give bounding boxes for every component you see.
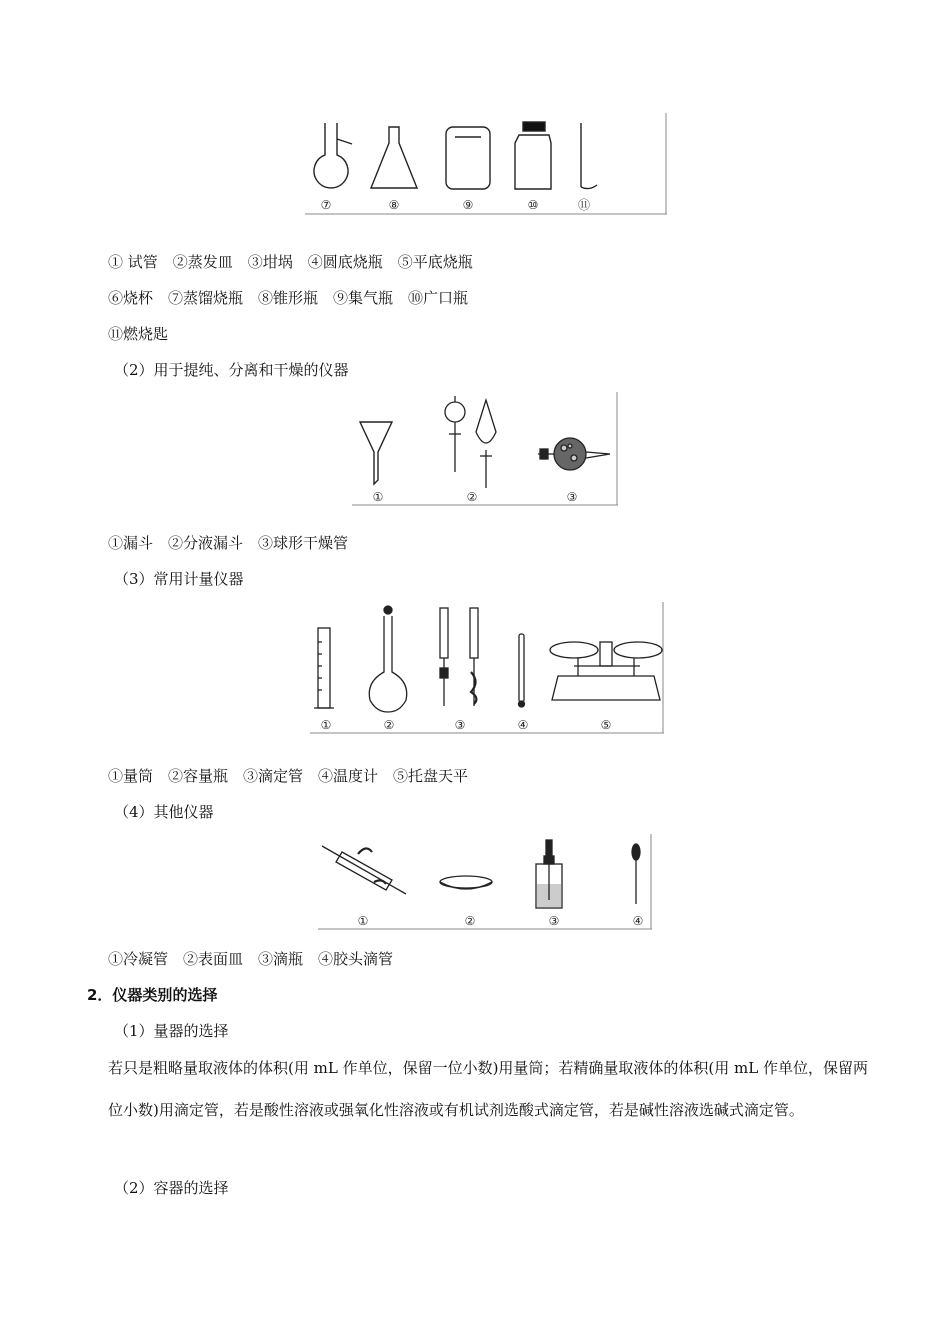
fig1-label-11: ⑪ xyxy=(577,198,591,212)
dropper-icon xyxy=(632,844,640,904)
graduated-cylinder-icon xyxy=(314,628,334,708)
fig2-label-2: ② xyxy=(466,490,478,504)
legend1-line1: ① 试管 ②蒸发皿 ③坩埚 ④圆底烧瓶 ⑤平底烧瓶 xyxy=(108,253,473,271)
fig4-label-2: ② xyxy=(464,914,476,928)
conical-flask-icon xyxy=(371,127,417,188)
figure-glassware-7-11 xyxy=(305,113,667,215)
fig2-label-3: ③ xyxy=(566,490,578,504)
fig4-label-1: ① xyxy=(357,914,369,928)
volumetric-flask-icon xyxy=(369,606,406,712)
deflagrating-spoon-icon xyxy=(581,123,597,189)
fig1-label-10: ⑩ xyxy=(527,198,539,212)
fig4-label-3: ③ xyxy=(548,914,560,928)
fig2-label-1: ① xyxy=(372,490,384,504)
watch-glass-icon xyxy=(440,876,492,889)
fig1-label-7: ⑦ xyxy=(320,198,332,212)
fig4-label-4: ④ xyxy=(632,914,644,928)
fig3-label-2: ② xyxy=(383,718,395,732)
legend3: ①量筒 ②容量瓶 ③滴定管 ④温度计 ⑤托盘天平 xyxy=(108,767,469,785)
distillation-flask-icon xyxy=(314,123,352,188)
fig1-label-8: ⑧ xyxy=(388,198,400,212)
legend2: ①漏斗 ②分液漏斗 ③球形干燥管 xyxy=(108,534,349,552)
burette-icon xyxy=(440,608,478,706)
thermometer-icon xyxy=(519,634,525,707)
subheading-6: （2）容器的选择 xyxy=(114,1179,229,1197)
fig3-label-1: ① xyxy=(320,718,332,732)
subheading-4: （4）其他仪器 xyxy=(114,803,214,821)
wide-mouth-bottle-icon xyxy=(515,122,551,189)
paragraph-measuring-choice: 若只是粗略量取液体的体积(用 mL 作单位，保留一位小数)用量筒；若精确量取液体的体积(用 mL 作单位，保留两位小数)用滴定管，若是酸性溶液或强氧化性溶液或有机试剂选酸式滴定管，若是碱性溶液选碱式滴定管。 xyxy=(108,1059,869,1119)
fig3-label-5: ⑤ xyxy=(600,718,612,732)
legend1-line2: ⑥烧杯 ⑦蒸馏烧瓶 ⑧锥形瓶 ⑨集气瓶 ⑩广口瓶 xyxy=(108,289,469,307)
figure-measuring-instruments xyxy=(310,602,664,734)
figure-other-instruments xyxy=(318,834,652,930)
section-2-title: 2．仪器类别的选择 xyxy=(87,986,218,1004)
fig3-label-3: ③ xyxy=(454,718,466,732)
gas-jar-icon xyxy=(446,127,490,189)
figure-separation-instruments xyxy=(352,392,618,506)
subheading-2: （2）用于提纯、分离和干燥的仪器 xyxy=(114,361,349,379)
legend1-line3: ⑪燃烧匙 xyxy=(108,325,169,343)
subheading-5: （1）量器的选择 xyxy=(114,1022,229,1040)
separatory-funnel-icon xyxy=(445,396,496,488)
drying-tube-icon xyxy=(538,438,610,470)
dropping-bottle-icon xyxy=(536,840,562,908)
funnel-icon xyxy=(360,422,392,484)
condenser-icon xyxy=(322,846,406,894)
subheading-3: （3）常用计量仪器 xyxy=(114,570,244,588)
balance-icon xyxy=(550,642,662,700)
fig1-label-9: ⑨ xyxy=(462,198,474,212)
fig3-label-4: ④ xyxy=(517,718,529,732)
legend4: ①冷凝管 ②表面皿 ③滴瓶 ④胶头滴管 xyxy=(108,950,394,968)
